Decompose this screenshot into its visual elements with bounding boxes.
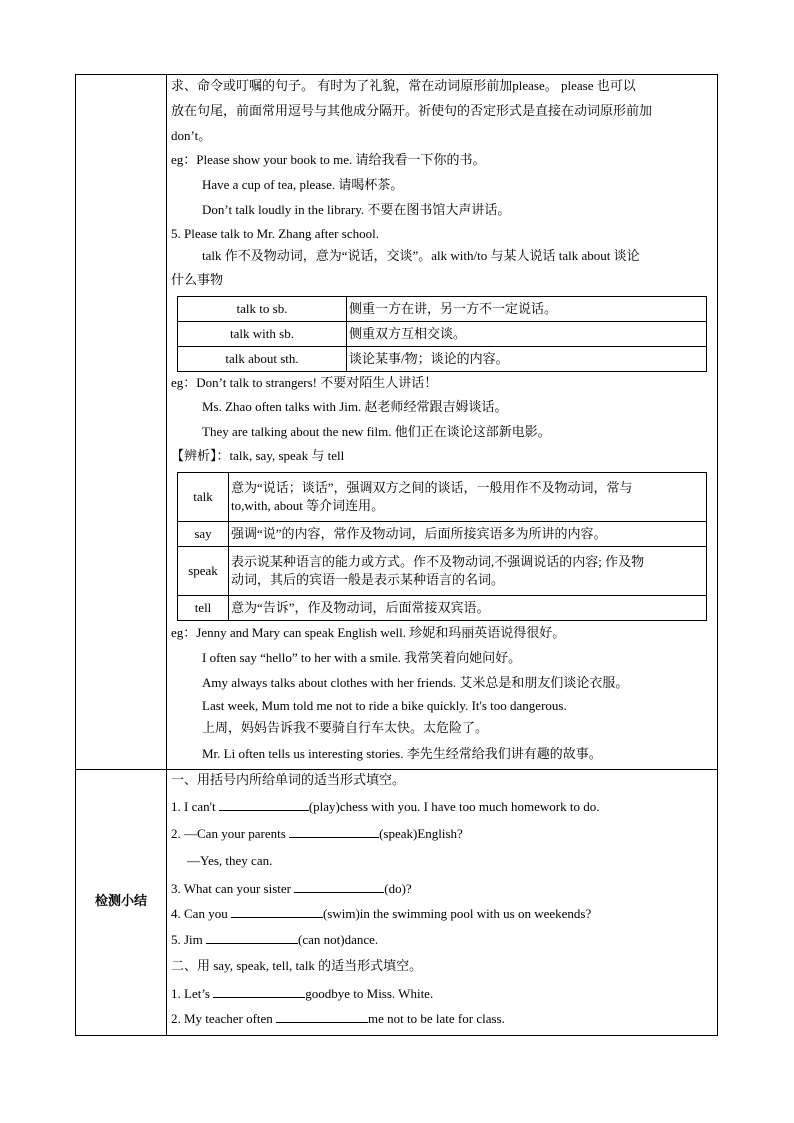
table-cell: 意为“告诉”，作及物动词，后面常接双宾语。 [229,596,707,621]
table-row [178,473,707,522]
text-line: 【辨析】：talk, say, speak 与 tell [171,448,345,463]
question-1 [171,798,599,816]
question-text: 5. Jim [171,932,207,947]
cell-line: to,with, about 等介词连用。 [231,498,385,513]
text-line: They are talking about the new film. 他们正在谈论这部新电影。 [202,424,551,439]
blank-2 [171,1010,505,1028]
table-cell [229,547,707,596]
text-line: 放在句尾，前面常用逗号与其他成分隔开。祈使句的否定形式是直接在动词原形前加 [171,103,653,118]
table-row [178,596,707,621]
question-text: (play)chess with you. I have too much homework to do. [308,799,600,814]
text-line: 上周，妈妈告诉我不要骑自行车太快。太危险了。 [202,720,489,735]
question-text: (swim)in the swimming pool with us on weekends? [322,906,592,921]
text-line: Don’t talk loudly in the library. 不要在图书馆大声讲话。 [202,202,511,217]
answer-blank[interactable] [231,905,323,918]
question-4 [171,905,591,923]
question-2-answer: —Yes, they can. [187,853,273,868]
blank-1 [171,985,433,1003]
text-line: 什么事物 [171,272,224,287]
table-cell: talk about sth. [178,347,347,372]
section-label: 检测小结 [94,893,147,908]
text-line: 5. Please talk to Mr. Zhang after school. [171,226,379,241]
question-text: (do)? [384,881,412,896]
text-line: Ms. Zhao often talks with Jim. 赵老师经常跟吉姆谈话。 [202,399,508,414]
cell-line: 表示说某种语言的能力或方式。作不及物动词,不强调说话的内容; 作及物 [231,554,645,569]
question-5 [171,931,378,949]
answer-blank[interactable] [206,931,298,944]
text-line: talk 作不及物动词，意为“说话，交谈”。alk with/to 与某人说话 talk about 谈论 [202,248,640,263]
question-3 [171,880,412,898]
question-text: 2. —Can your parents [171,826,290,841]
table-row [178,547,707,596]
answer-blank[interactable] [219,798,309,811]
question-text: 4. Can you [171,906,231,921]
table-cell: tell [178,596,229,621]
answer-blank[interactable] [276,1010,368,1023]
question-text: 3. What can your sister [171,881,295,896]
text-line: eg：Don’t talk to strangers! 不要对陌生人讲话！ [171,375,438,390]
text-line: eg：Jenny and Mary can speak English well. 珍妮和玛丽英语说得很好。 [171,625,566,640]
answer-blank[interactable] [294,880,384,893]
table-cell [229,473,707,522]
table-cell: talk to sb. [178,297,347,322]
text-line: don’t。 [171,128,212,143]
text-line: Last week, Mum told me not to ride a bike quickly. It's too dangerous. [202,698,567,713]
table-cell: talk with sb. [178,322,347,347]
question-text: goodbye to Miss. White. [305,986,434,1001]
verb-compare-table [177,472,707,621]
question-text: (can not)dance. [298,932,379,947]
question-2 [171,825,463,843]
exercise-heading: 二、用 say, speak, tell, talk 的适当形式填空。 [171,958,423,973]
table-row [178,297,707,322]
text-line: eg：Please show your book to me. 请给我看一下你的书。 [171,152,486,167]
question-text: me not to be late for class. [368,1011,505,1026]
row-divider [76,769,717,770]
table-cell: say [178,522,229,547]
exercise-heading: 一、用括号内所给单词的适当形式填空。 [171,772,406,787]
text-line: 求、命令或叮嘱的句子。 有时为了礼貌，常在动词原形前加please。 please 也可以 [171,78,636,93]
table-row [178,522,707,547]
answer-blank[interactable] [213,985,305,998]
talk-usage-table [177,296,707,372]
table-cell: 强调“说”的内容，常作及物动词，后面所接宾语多为所讲的内容。 [229,522,707,547]
text-line: Have a cup of tea, please. 请喝杯茶。 [202,177,404,192]
cell-line: 动词，其后的宾语一般是表示某种语言的名词。 [231,572,505,587]
table-cell: 谈论某事/物；谈论的内容。 [347,347,707,372]
table-cell: 侧重双方互相交谈。 [347,322,707,347]
answer-blank[interactable] [289,825,379,838]
question-text: 1. I can't [171,799,219,814]
text-line: Amy always talks about clothes with her friends. 艾米总是和朋友们谈论衣服。 [202,675,629,690]
table-cell: speak [178,547,229,596]
question-text: 2. My teacher often [171,1011,277,1026]
cell-line: 意为“说话；谈话”，强调双方之间的谈话，一般用作不及物动词，常与 [231,480,633,495]
column-divider [166,75,167,1035]
question-text: 1. Let’s [171,986,214,1001]
table-row [178,322,707,347]
question-text: (speak)English? [379,826,463,841]
table-row [178,347,707,372]
text-line: Mr. Li often tells us interesting stories. 李先生经常给我们讲有趣的故事。 [202,746,602,761]
text-line: I often say “hello” to her with a smile. 我常笑着向她问好。 [202,650,522,665]
table-cell: 侧重一方在讲，另一方不一定说话。 [347,297,707,322]
table-cell: talk [178,473,229,522]
